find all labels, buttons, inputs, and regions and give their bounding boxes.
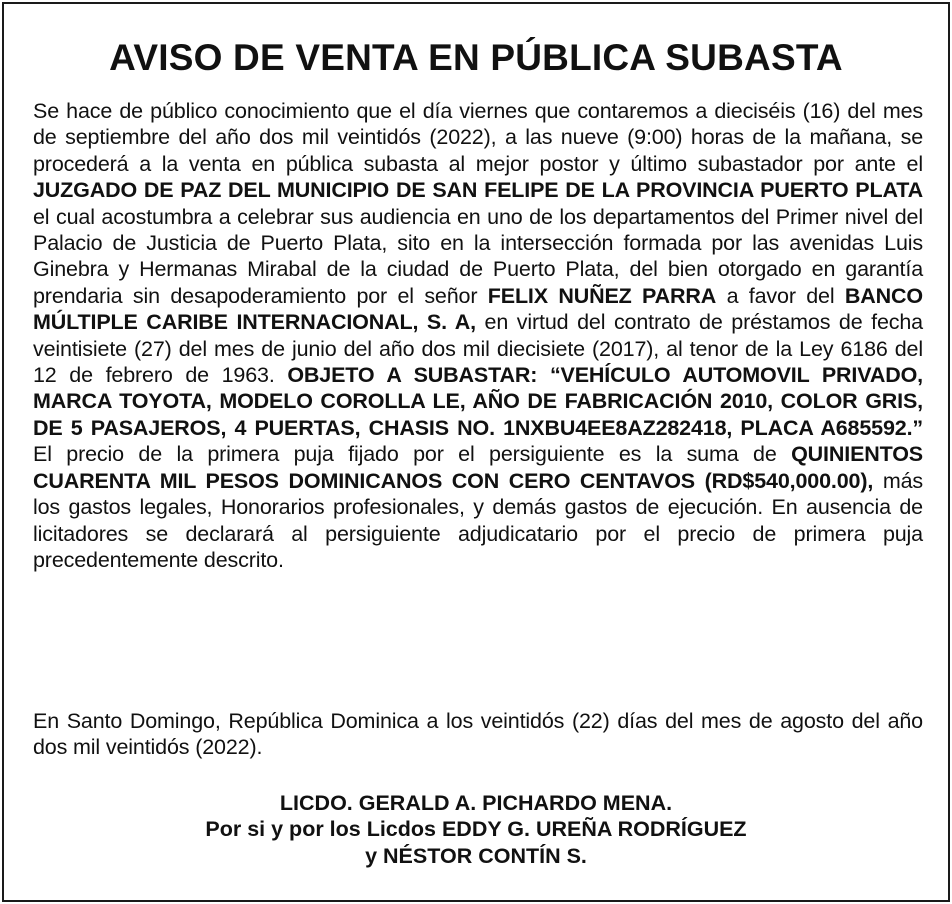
body-text-4: en virtud del contrato de préstamos de fecha veintisiete (27) del mes de junio del año dos mil diecisiete (2017), al tenor de la Ley 6186 del 12 de febrero de 1963.: [33, 310, 923, 388]
debtor-name: FELIX NUÑEZ PARRA: [487, 283, 717, 308]
bank-name: BANCO MÚLTIPLE CARIBE INTERNACIONAL, S. A,: [33, 283, 923, 335]
closing-paragraph: En Santo Domingo, República Dominica a los veintidós (22) días del mes de agosto del año dos mil veintidós (2022).: [33, 709, 923, 760]
auction-notice: [2, 2, 950, 902]
body-text-1: Se hace de público conocimiento que el día viernes que contaremos a dieciséis (16) del mes de septiembre del año dos mil veintidós (2022), a las nueve (9:00) horas de la mañana, se procederá a la venta en pública subasta al mejor postor y último subastador por ante el: [33, 99, 923, 176]
body-text-2: el cual acostumbra a celebrar sus audiencia en uno de los departamentos del Primer nivel del Palacio de Justicia de Puerto Plata, sito en la intersección formada por las avenidas Luis Ginebra y Hermanas Mirabal de la ciudad de Puerto Plata, del bien otorgado en garantía prendaria sin desapoderamiento por el señor: [33, 204, 923, 308]
court-name: JUZGADO DE PAZ DEL MUNICIPIO DE SAN FELIPE DE LA PROVINCIA PUERTO PLATA: [33, 178, 923, 203]
auction-object: OBJETO A SUBASTAR: “VEHÍCULO AUTOMOVIL PRIVADO, MARCA TOYOTA, MODELO COROLLA LE, AÑO DE FABRICACIÓN 2010, COLOR GRIS, DE 5 PASAJEROS, 4 PUERTAS, CHASIS NO. 1NXBU4EE8AZ282418, PLACA A685592.”: [33, 363, 923, 440]
signature-block: [4, 790, 948, 869]
signature-line-2: Por si y por los Licdos EDDY G. UREÑA RODRÍGUEZ: [205, 817, 747, 842]
body-text-5: El precio de la primera puja fijado por el persiguiente es la suma de: [33, 442, 792, 467]
body-text-3: a favor del: [716, 283, 845, 308]
signature-line-1: LICDO. GERALD A. PICHARDO MENA.: [279, 791, 673, 815]
notice-title: AVISO DE VENTA EN PÚBLICA SUBASTA: [109, 37, 843, 78]
auction-price: QUINIENTOS CUARENTA MIL PESOS DOMINICANOS CON CERO CENTAVOS (RD$540,000.00),: [33, 442, 923, 493]
body-text-6: más los gastos legales, Honorarios profesionales, y demás gastos de ejecución. En ausencia de licitadores se declarará al persiguiente adjudicatario por el precio de primera puja precedentemente descrito.: [33, 468, 923, 572]
signature-line-3: y NÉSTOR CONTÍN S.: [365, 843, 587, 868]
notice-body: [33, 98, 923, 573]
